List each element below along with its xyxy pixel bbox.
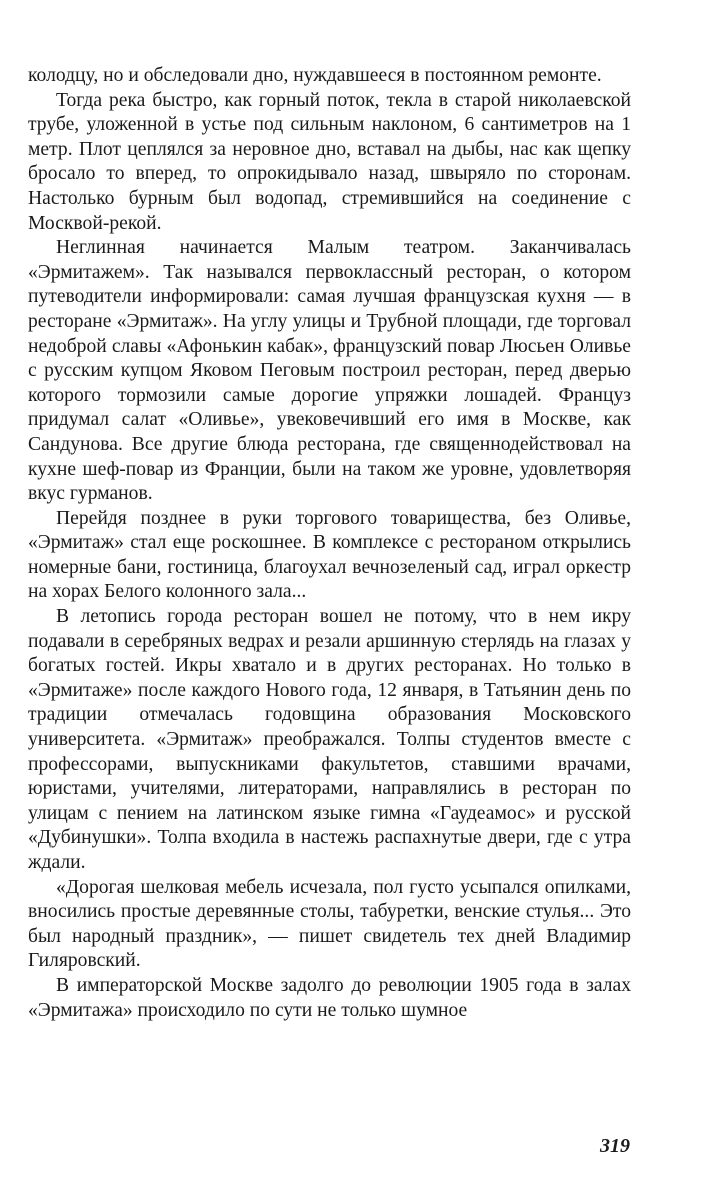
page-number: 319 xyxy=(600,1135,630,1157)
paragraph-7: В императорской Москве задолго до революции 1905 года в залах «Эрмитажа» происходило по сути не только шумное xyxy=(28,974,631,1021)
paragraph-4: Перейдя позднее в руки торгового товарищества, без Оливье, «Эрмитаж» стал еще роскошнее. В комплексе с рестораном открылись номерные бани, гостиница, благоухал вечнозеленый сад, играл оркестр на хорах Белого колонного зала... xyxy=(28,507,631,603)
paragraph-3: Неглинная начинается Малым театром. Заканчивалась «Эрмитажем». Так назывался первоклассный ресторан, о котором путеводители информировали: самая лучшая французская кухня — в ресторане «Эрмитаж». На углу улицы и Трубной площади, где торговал недоброй славы «Афонькин кабак», французский повар Люсьен Оливье с русским купцом Яковом Пеговым построил ресторан, перед дверью которого тормозили самые дорогие упряжки лошадей. Француз придумал салат «Оливье», увековечивший его имя в Москве, как Сандунова. Все другие блюда ресторана, где священнодействовал на кухне шеф-повар из Франции, были на таком же уровне, удовлетворяя вкус гурманов. xyxy=(28,237,631,505)
paragraph-1: колодцу, но и обследовали дно, нуждавшееся в постоянном ремонте. xyxy=(28,65,602,86)
paragraph-6: «Дорогая шелковая мебель исчезала, пол густо усыпался опилками, вносились простые деревянные столы, табуретки, венские стулья... Это был народный праздник», — пишет свидетель тех дней Владимир Гиляровский. xyxy=(28,876,631,972)
paragraph-5: В летопись города ресторан вошел не потому, что в нем икру подавали в серебряных ведрах и резали аршинную стерлядь на глазах у богатых гостей. Икры хватало и в других ресторанах. Но только в «Эрмитаже» после каждого Нового года, 12 января, в Татьянин день по традиции отмечалась годовщина образования Московского университета. «Эрмитаж» преображался. Толпы студентов вместе с профессорами, выпускниками факультетов, ставшими врачами, юристами, учителями, литераторами, направлялись в ресторан по улицам с пением на латинском языке гимна «Гаудеамос» и русской «Дубинушки». Толпа входила в настежь распахнутые двери, где с утра ждали. xyxy=(28,606,631,873)
paragraph-2: Тогда река быстро, как горный поток, текла в старой николаевской трубе, уложенной в устье под сильным наклоном, 6 сантиметров на 1 метр. Плот цеплялся за неровное дно, вставал на дыбы, нас как щепку бросало то вперед, то опрокидывало назад, швыряло по сторонам. Настолько бурным был водопад, стремившийся на соединение с Москвой-рекой. xyxy=(28,89,631,234)
page-body xyxy=(28,64,631,1023)
